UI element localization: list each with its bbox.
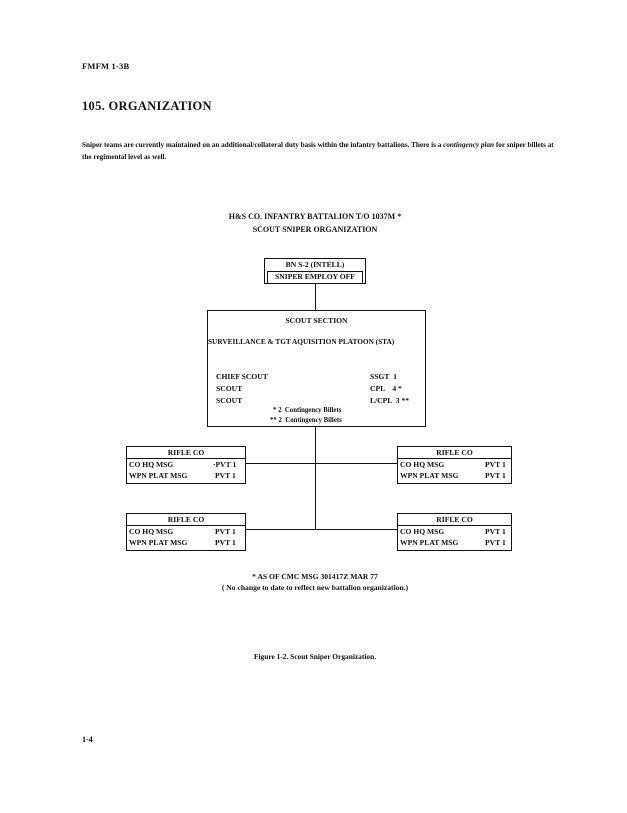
rifle-co-grade: PVT 1 <box>215 527 236 536</box>
rifle-co-box <box>397 513 512 551</box>
connector-line <box>315 427 316 530</box>
paragraph-text-end: for sniper billets at the regimental level as well. <box>82 141 554 161</box>
rifle-co-billet: CO HQ MSG <box>129 460 174 469</box>
rifle-co-title: RIFLE CO <box>436 448 473 457</box>
page-number: 1-4 <box>82 735 93 744</box>
contingency-note-2: ** 2 Contingency Billets <box>270 417 342 424</box>
bn-s2-box <box>264 258 366 284</box>
sniper-employ-off-cell <box>267 271 363 284</box>
chart-footnote-note: ( No change to date to reflect new battalion organization.) <box>221 583 409 592</box>
rifle-co-title: RIFLE CO <box>167 515 205 524</box>
rifle-co-grade: ·PVT 1 <box>213 460 237 469</box>
rifle-co-grade: PVT 1 <box>485 538 506 547</box>
paragraph-italic: contingency plan <box>443 141 495 149</box>
rifle-co-billet: WPN PLAT MSG <box>129 471 188 480</box>
billet-row-1-grade: CPL 4 * <box>370 384 402 393</box>
scout-section-title: SCOUT SECTION <box>285 316 348 325</box>
rifle-co-title: RIFLE CO <box>167 448 205 457</box>
rifle-co-grade: PVT 1 <box>215 471 236 480</box>
rifle-co-billet: WPN PLAT MSG <box>400 471 459 480</box>
rifle-co-grade: PVT 1 <box>485 471 506 480</box>
box-divider <box>398 525 511 526</box>
rifle-co-title: RIFLE CO <box>436 515 473 524</box>
rifle-co-billet: CO HQ MSG <box>129 527 174 536</box>
rifle-co-box <box>126 446 246 484</box>
chart-footnote: * AS OF CMC MSG 301417Z MAR 77 <box>252 572 378 581</box>
scout-section-box <box>207 310 426 427</box>
box-divider <box>127 458 245 459</box>
document-header: FMFM 1-3B <box>82 61 130 71</box>
rifle-co-billet: WPN PLAT MSG <box>400 538 459 547</box>
section-heading: 105. ORGANIZATION <box>82 99 212 113</box>
box-divider <box>127 525 245 526</box>
rifle-co-billet: WPN PLAT MSG <box>129 538 188 547</box>
rifle-co-billet: CO HQ MSG <box>400 460 445 469</box>
chart-subtitle: SCOUT SNIPER ORGANIZATION <box>252 225 378 234</box>
connector-line <box>246 463 397 464</box>
rifle-co-box <box>126 513 246 551</box>
connector-line <box>246 529 397 530</box>
intro-paragraph <box>82 139 562 163</box>
contingency-note-1: * 2 Contingency Billets <box>273 407 342 414</box>
rifle-co-billet: CO HQ MSG <box>400 527 445 536</box>
rifle-co-grade: PVT 1 <box>215 538 236 547</box>
billet-row-0-grade: SSGT 1 <box>370 372 397 381</box>
connector-line <box>315 283 316 310</box>
billet-row-2-name: SCOUT <box>216 396 243 405</box>
scout-section-subtitle: SURVEILLANCE & TGT AQUISITION PLATOON (STA) <box>208 337 395 346</box>
figure-caption: Figure 1-2. Scout Sniper Organization. <box>253 652 377 661</box>
rifle-co-grade: PVT 1 <box>485 527 506 536</box>
box-divider <box>398 458 511 459</box>
chart-title: H&S CO. INFANTRY BATTALION T/O 1037M * <box>228 212 402 221</box>
rifle-co-grade: PVT 1 <box>485 460 506 469</box>
billet-row-1-name: SCOUT <box>216 384 243 393</box>
billet-row-2-grade: L/CPL 3 ** <box>370 396 410 405</box>
bn-s2-label: BN S-2 (INTELL) <box>285 260 345 269</box>
rifle-co-box <box>397 446 512 484</box>
billet-row-0-name: CHIEF SCOUT <box>216 372 268 381</box>
sniper-employ-off-label: SNIPER EMPLOY OFF <box>275 272 355 281</box>
paragraph-text: Sniper teams are currently maintained on an additional/collateral duty basis within the infantry battalions. There is a <box>82 141 444 149</box>
